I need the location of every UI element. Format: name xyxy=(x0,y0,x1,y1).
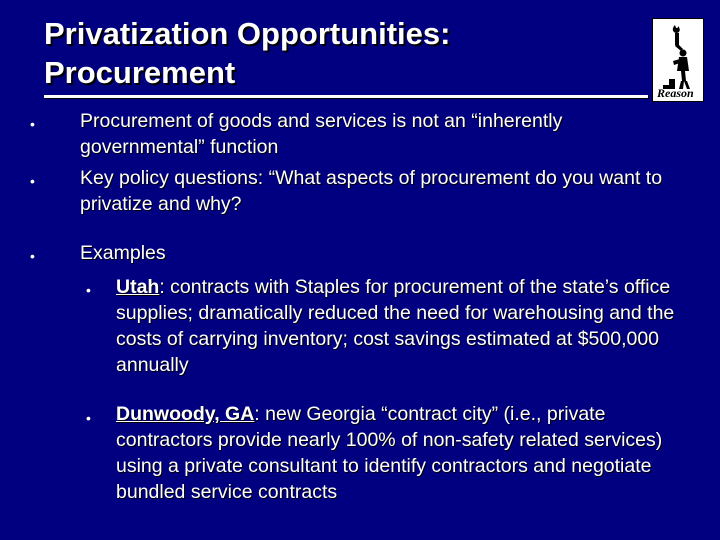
bullet-text: Procurement of goods and services is not an “inherently governmental” function xyxy=(80,110,563,158)
title-line-1: Privatization Opportunities: xyxy=(44,16,451,51)
example-name: Utah xyxy=(116,276,160,298)
example-text: : new Georgia “contract city” (i.e., private contractors provide nearly 100% of non-safety related services) using a private consultant to identify contractors and negotiate bundled service contracts xyxy=(116,403,663,503)
example-item xyxy=(116,401,696,505)
bullet-marker: • xyxy=(30,116,35,132)
bullet-marker: • xyxy=(30,173,35,189)
sub-bullet-marker: • xyxy=(86,410,91,426)
bullet-text: Key policy questions: “What aspects of procurement do you want to privatize and why? xyxy=(80,167,663,215)
title-line-2: Procurement xyxy=(44,55,236,90)
reason-logo xyxy=(652,18,704,102)
example-item xyxy=(116,274,696,378)
title-divider xyxy=(44,95,648,98)
bullet-marker: • xyxy=(30,248,35,264)
example-text: : contracts with Staples for procurement of the state’s office supplies; dramatically reduced the need for warehousing and the costs of carrying inventory; cost savings estimated at $500,000 annually xyxy=(116,276,675,376)
slide-title xyxy=(44,14,644,92)
sub-bullet-marker: • xyxy=(86,282,91,298)
logo-wordmark: Reason xyxy=(657,86,694,100)
example-name: Dunwoody, GA xyxy=(116,403,255,425)
bullet-text: Examples xyxy=(80,242,166,264)
